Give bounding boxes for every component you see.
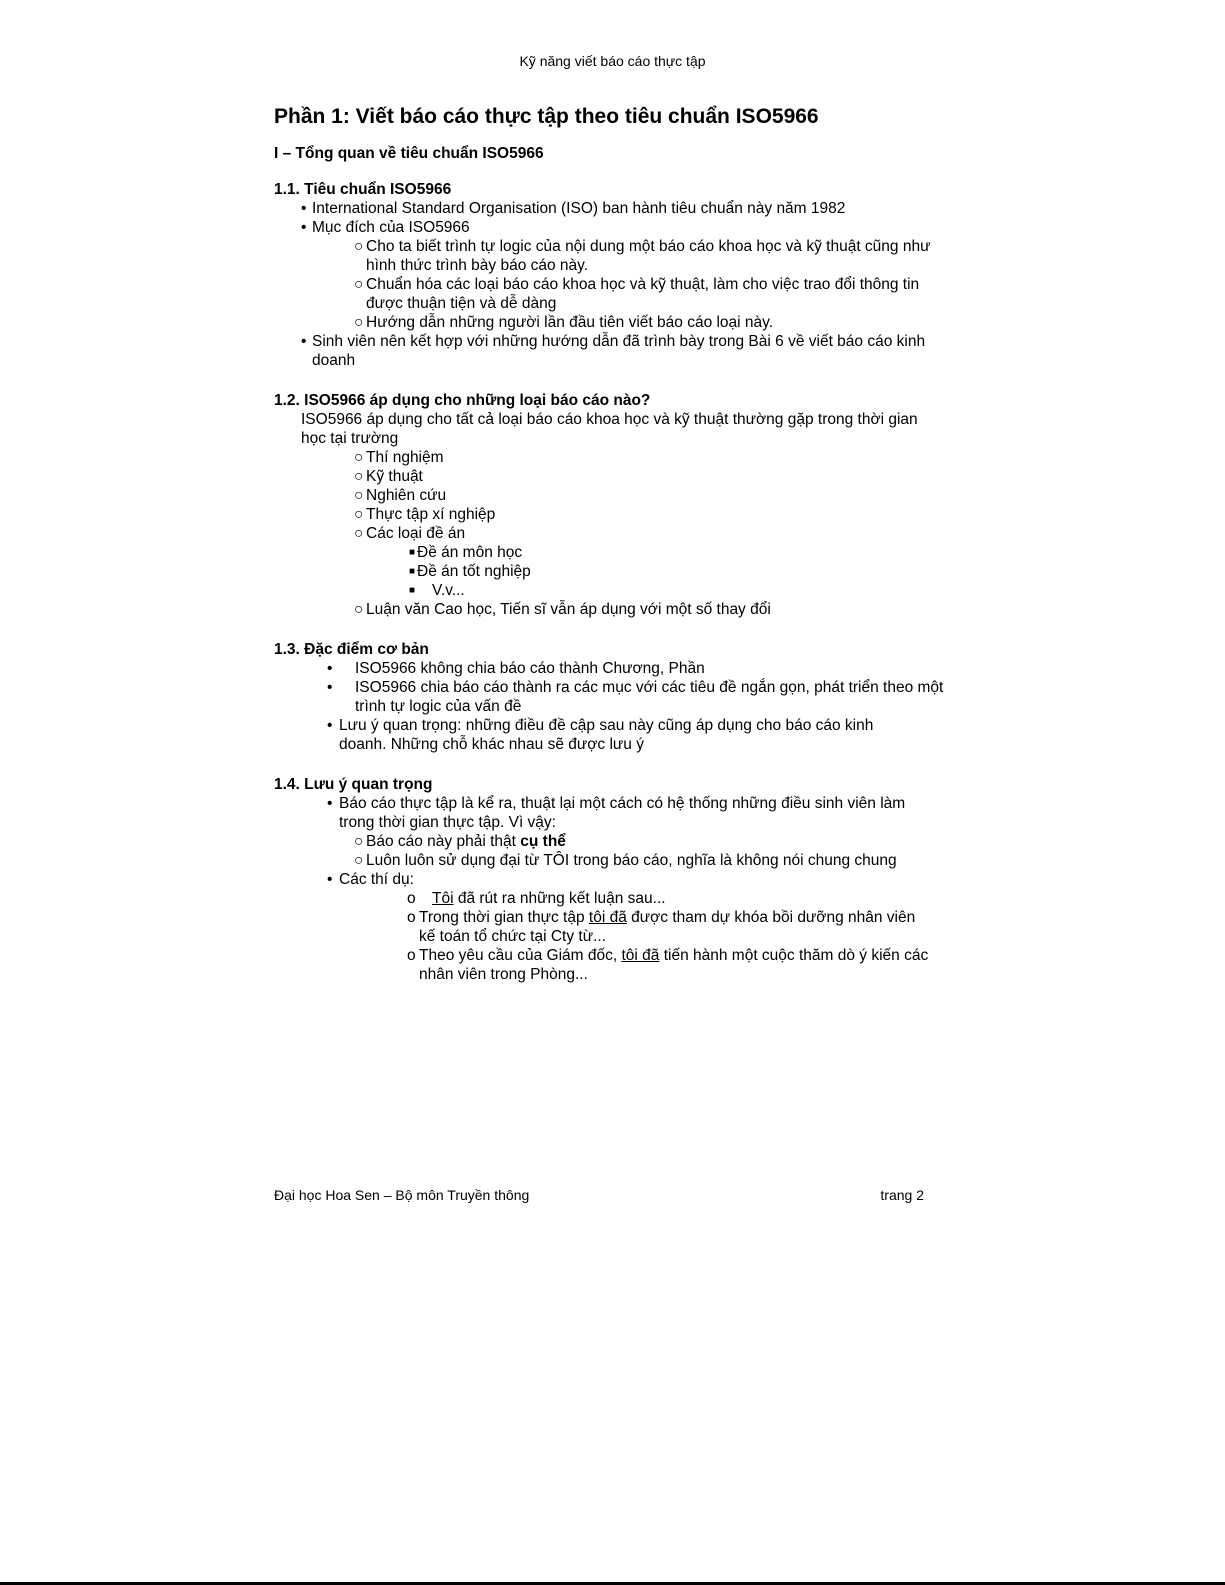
- bullet-icon: •: [327, 717, 333, 734]
- list-item: • Lưu ý quan trọng: những điều đề cập sau này cũng áp dụng cho báo cáo kinh doanh. Những chỗ khác nhau sẽ được lưu ý: [327, 717, 874, 753]
- footer-institution: Đại học Hoa Sen – Bộ môn Truyền thông: [274, 1187, 530, 1203]
- list-item: ■ V.v...: [409, 582, 465, 599]
- square-bullet-icon: ■: [409, 585, 416, 596]
- list-item: ○ Kỹ thuật: [354, 468, 423, 485]
- document-body: [274, 104, 954, 984]
- list-item: ■ Đề án môn học: [409, 544, 523, 561]
- part-title: Phần 1: Viết báo cáo thực tập theo tiêu chuẩn ISO5966: [274, 105, 819, 128]
- bullet-icon: •: [327, 871, 333, 888]
- circle-bullet-icon: ○: [354, 852, 364, 869]
- list-item: • Báo cáo thực tập là kể ra, thuật lại một cách có hệ thống những điều sinh viên làm trong thời gian thực tập. Vì vậy:: [327, 795, 906, 831]
- circle-bullet-icon: ○: [354, 314, 364, 331]
- section-1-4-heading: 1.4. Lưu ý quan trọng: [274, 776, 433, 793]
- bullet-icon: •: [301, 333, 307, 350]
- list-item: ○ Báo cáo này phải thật cụ thể: [354, 833, 566, 850]
- bullet-icon: •: [327, 660, 333, 677]
- list-item: ○ Luận văn Cao học, Tiến sĩ vẫn áp dụng với một số thay đổi: [354, 601, 771, 618]
- circle-bullet-icon: o: [407, 909, 416, 926]
- list-item: ○ Hướng dẫn những người lần đầu tiên viết báo cáo loại này.: [354, 314, 774, 331]
- circle-bullet-icon: ○: [354, 833, 364, 850]
- list-item: • International Standard Organisation (ISO) ban hành tiêu chuẩn này năm 1982: [301, 200, 846, 217]
- list-item: o Theo yêu cầu của Giám đốc, tôi đã tiến hành một cuộc thăm dò ý kiến các nhân viên trong Phòng...: [407, 947, 929, 983]
- bullet-icon: •: [327, 795, 333, 812]
- paragraph: ISO5966 áp dụng cho tất cả loại báo cáo khoa học và kỹ thuật thường gặp trong thời gian học tại trường: [301, 411, 918, 447]
- list-item: ○ Luôn luôn sử dụng đại từ TÔI trong báo cáo, nghĩa là không nói chung chung: [354, 852, 897, 869]
- square-bullet-icon: ■: [409, 547, 416, 558]
- circle-bullet-icon: ○: [354, 506, 364, 523]
- list-item: • ISO5966 không chia báo cáo thành Chương, Phần: [327, 660, 705, 677]
- bullet-icon: •: [301, 200, 307, 217]
- circle-bullet-icon: o: [407, 947, 416, 964]
- list-item: ○ Các loại đề án: [354, 525, 466, 542]
- circle-bullet-icon: ○: [354, 238, 364, 255]
- section-1-2-heading: 1.2. ISO5966 áp dụng cho những loại báo cáo nào?: [274, 392, 651, 409]
- bullet-icon: •: [327, 679, 333, 696]
- overview-heading: I – Tổng quan về tiêu chuẩn ISO5966: [274, 145, 544, 162]
- list-item: o Trong thời gian thực tập tôi đã được tham dự khóa bồi dưỡng nhân viên kế toán tổ chức tại Cty từ...: [407, 909, 916, 945]
- page-number: trang 2: [880, 1187, 924, 1203]
- circle-bullet-icon: ○: [354, 449, 364, 466]
- list-item: ○ Chuẩn hóa các loại báo cáo khoa học và kỹ thuật, làm cho việc trao đổi thông tin được thuận tiện và dễ dàng: [354, 276, 920, 312]
- list-item: ○ Thí nghiệm: [354, 449, 444, 466]
- circle-bullet-icon: ○: [354, 468, 364, 485]
- list-item: • Mục đích của ISO5966: [301, 219, 470, 236]
- square-bullet-icon: ■: [409, 566, 416, 577]
- circle-bullet-icon: o: [407, 890, 416, 907]
- list-item: ○ Thực tập xí nghiệp: [354, 506, 496, 523]
- list-item: ■ Đề án tốt nghiệp: [409, 563, 531, 580]
- list-item: o Tôi đã rút ra những kết luận sau...: [407, 890, 666, 907]
- list-item: • Sinh viên nên kết hợp với những hướng dẫn đã trình bày trong Bài 6 về viết báo cáo kinh doanh: [301, 333, 926, 369]
- bullet-icon: •: [301, 219, 307, 236]
- list-item: ○ Nghiên cứu: [354, 487, 447, 504]
- running-header: Kỹ năng viết báo cáo thực tập: [519, 53, 706, 69]
- list-item: • Các thí dụ:: [327, 871, 414, 888]
- list-item: • ISO5966 chia báo cáo thành ra các mục với các tiêu đề ngắn gọn, phát triển theo một trình tự logic của vấn đề: [327, 679, 944, 715]
- circle-bullet-icon: ○: [354, 525, 364, 542]
- section-1-3-heading: 1.3. Đặc điểm cơ bản: [274, 641, 429, 658]
- circle-bullet-icon: ○: [354, 601, 364, 618]
- list-item: ○ Cho ta biết trình tự logic của nội dung một báo cáo khoa học và kỹ thuật cũng như hình thức trình bày báo cáo này.: [354, 238, 931, 274]
- circle-bullet-icon: ○: [354, 487, 364, 504]
- section-1-1-heading: 1.1. Tiêu chuẩn ISO5966: [274, 181, 452, 198]
- circle-bullet-icon: ○: [354, 276, 364, 293]
